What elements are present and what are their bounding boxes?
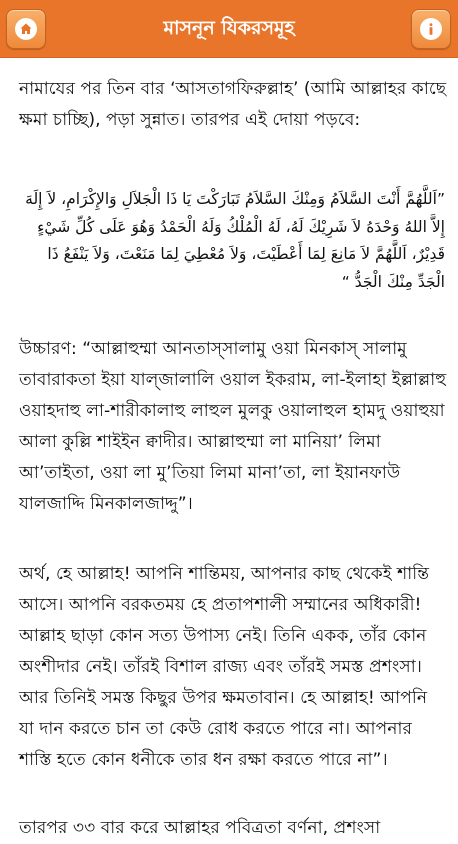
app-header [0, 0, 458, 58]
intro-paragraph: নামাযের পর তিন বার ‘আসতাগফিরুল্লাহ’ (আমি আল্লাহর কাছে ক্ষমা চাচ্ছি), পড়া সুন্নাত। তারপর এই দোয়া পড়বে: [19, 79, 447, 130]
next-paragraph: তারপর ৩৩ বার করে আল্লাহর পবিত্রতা বর্ণনা, প্রশংসা [19, 818, 381, 838]
page-title: মাসনূন যিকরসমূহ [163, 17, 295, 39]
info-button[interactable] [411, 9, 451, 49]
info-icon [420, 18, 442, 40]
meaning-paragraph: অর্থ, হে আল্লাহ! আপনি শান্তিময়, আপনার কাছ থেকেই শান্তি আসে। আপনি বরকতময় হে প্রতাপশালী সম্মানের অধিকারী! আল্লাহ ছাড়া কোন সত্য উপাস্য নেই। তিনি একক, তাঁর কোন অংশীদার নেই। তাঁরই বিশাল রাজ্য এবং তাঁরই সমস্ত প্রশংসা। আর তিনিই সমস্ত কিছুর উপর ক্ষমতাবান। হে আল্লাহ! আপনি যা দান করতে চান তা কেউ রোধ করতে পারে না। আপনার শাস্তি হতে কোন ধনীকে তার ধন রক্ষা করতে পারে না”। [19, 564, 430, 770]
arabic-dua: ”اَللَّهُمَّ أَنْتَ السَّلاَمُ وَمِنْكَ السَّلاَمُ تَبَارَكْتَ يَا ذَا الْجَلاَلِ وَالإِكْرَامِ، لاَ إِلَهَ إِلاَّ اللهُ وَحْدَهُ لاَ شَرِيْكَ لَهُ، لَهُ الْمُلْكُ وَلَهُ الْحَمْدُ وَهُوَ عَلَى كُلِّ شَيْءٍ قَدِيْرٌ، اَللَّهُمَّ لاَ مَانِعَ لِمَا أَعْطَيْتَ، وَلاَ مُعْطِيَ لِمَا مَنَعْتَ، وَلاَ يَنْفَعُ ذَا الْجَدِّ مِنْكَ الْجَدُّ “ [25, 190, 445, 291]
pronunciation-paragraph: উচ্চারণ: “আল্লাহুম্মা আনতাস্সালামু ওয়া মিনকাস্ সালামু তাবারাকতা ইয়া যাল্জালালি ওয়াল ইকরাম, লা-ইলাহা ইল্লাল্লাহু ওয়াহদাহু লা-শারীকালাহু লাহুল মুলকু ওয়ালাহুল হামদু ওয়াহুয়া আলা কুল্লি শাইইন ক্বাদীর। আল্লাহুম্মা লা মানিয়া’ লিমা আ’তাইতা, ওয়া লা মু’তিয়া লিমা মানা’তা, লা ইয়ানফাউ যালজাদ্দি মিনকালজাদ্দু”। [19, 339, 447, 514]
article-content [19, 74, 447, 844]
